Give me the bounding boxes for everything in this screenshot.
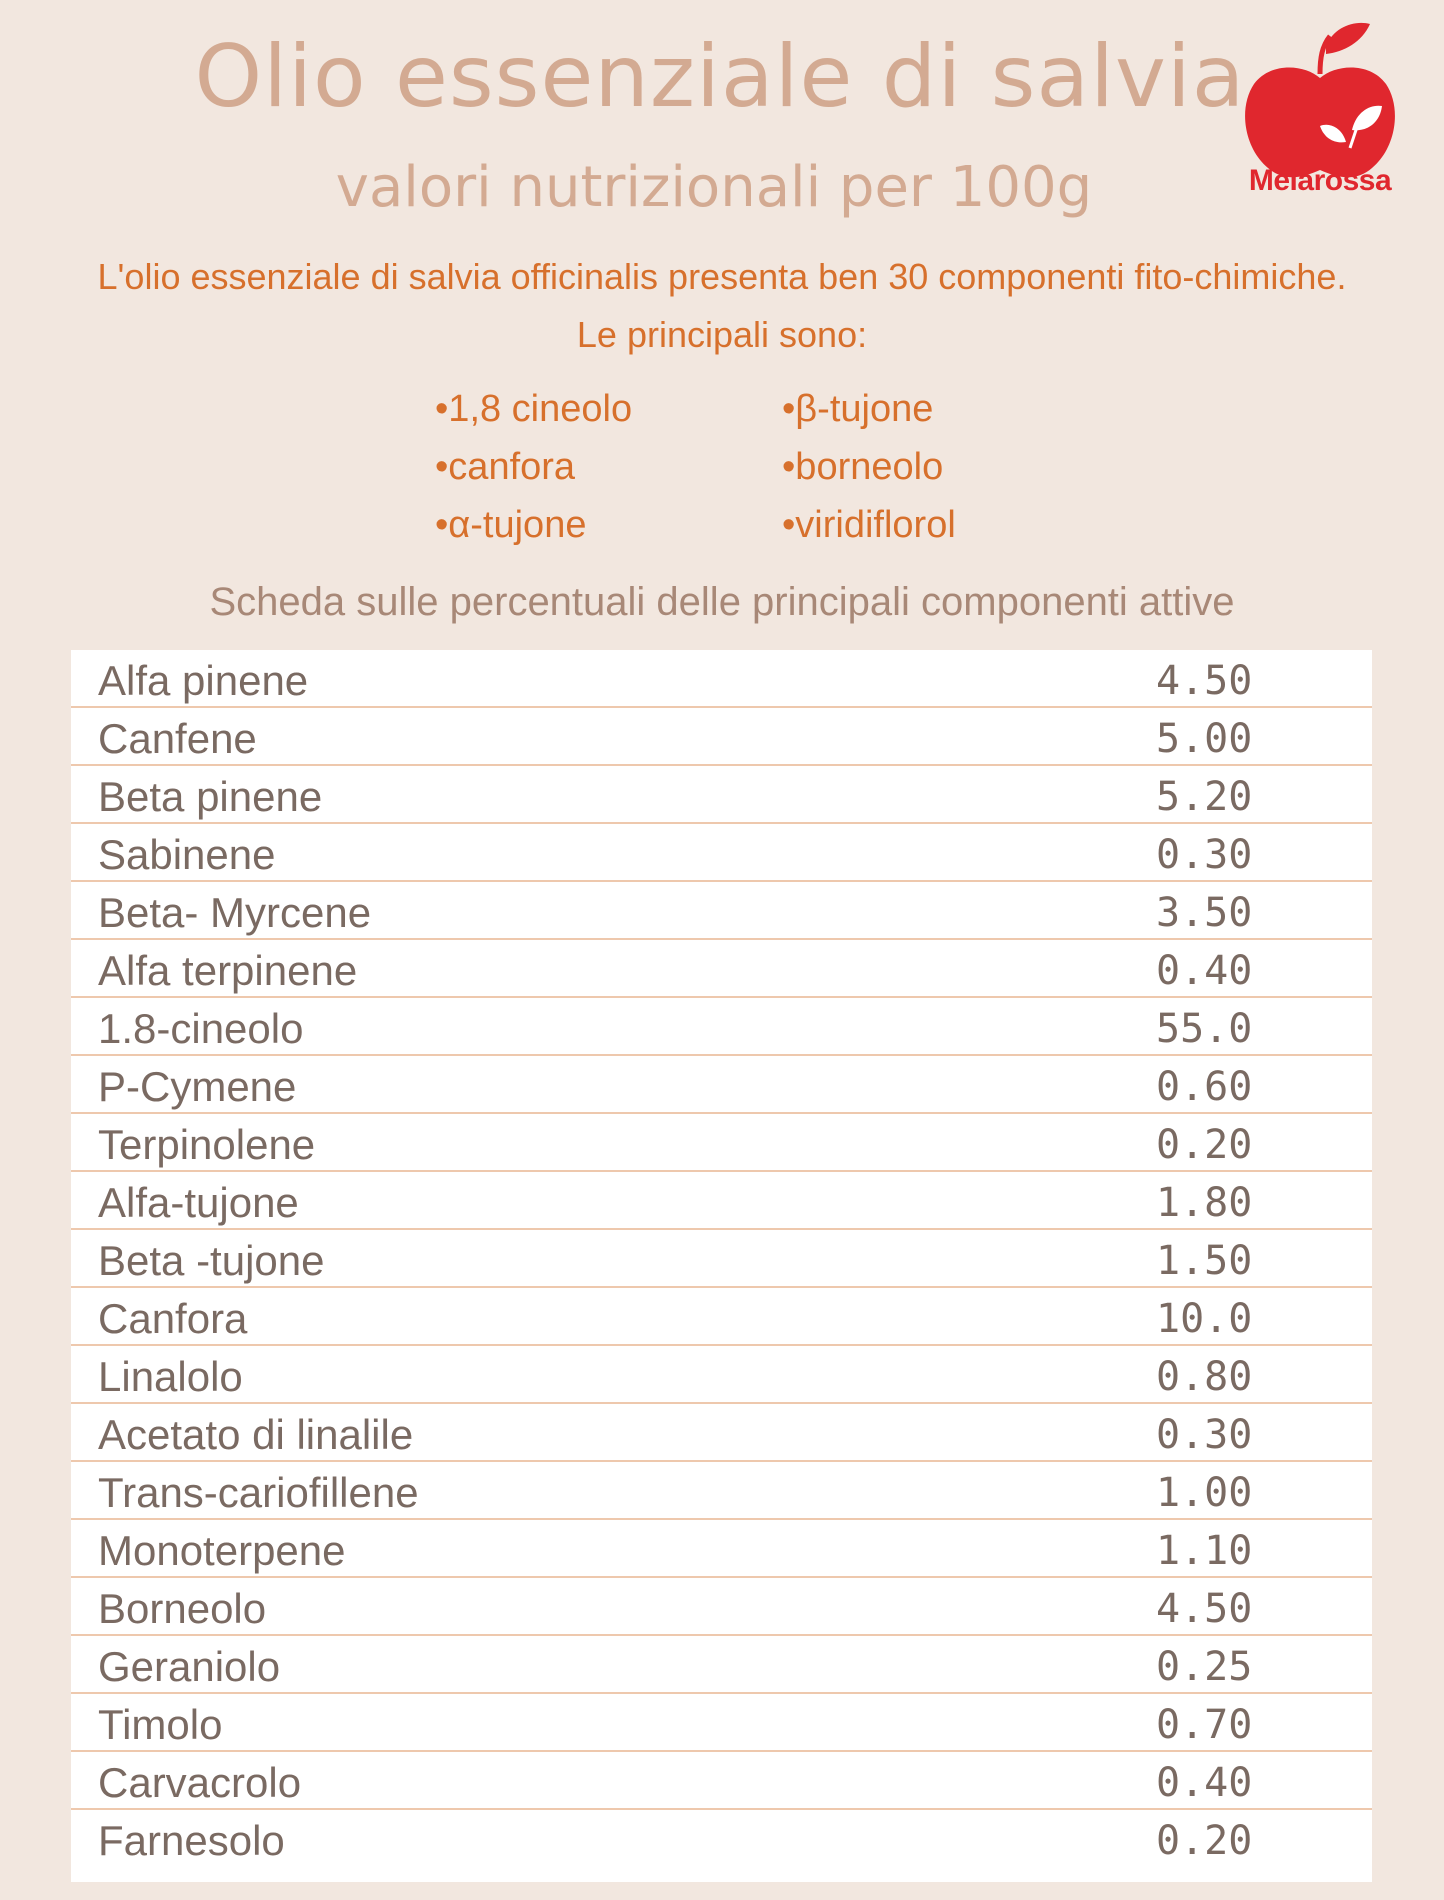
row-name: Canfene bbox=[98, 715, 257, 762]
row-value: 0.30 bbox=[1156, 832, 1253, 878]
table-row bbox=[71, 1230, 1372, 1288]
row-value: 0.40 bbox=[1156, 1760, 1253, 1806]
row-value: 55.0 bbox=[1156, 1006, 1253, 1052]
row-name: Monoterpene bbox=[98, 1527, 346, 1574]
row-name: Timolo bbox=[98, 1701, 223, 1748]
table-row bbox=[71, 824, 1372, 882]
row-value: 0.30 bbox=[1156, 1412, 1253, 1458]
row-name: Borneolo bbox=[98, 1585, 267, 1632]
list-item: •1,8 cineolo bbox=[435, 388, 633, 430]
intro-text bbox=[0, 248, 1444, 364]
intro-line-2: Le principali sono: bbox=[576, 314, 868, 355]
table-row bbox=[71, 940, 1372, 998]
row-value: 10.0 bbox=[1156, 1296, 1253, 1342]
brand-logo-text: Melarossa bbox=[1248, 164, 1392, 197]
table-row bbox=[71, 1346, 1372, 1404]
row-name: Acetato di linalile bbox=[98, 1411, 414, 1458]
row-value: 4.50 bbox=[1156, 658, 1253, 704]
table-row bbox=[71, 1056, 1372, 1114]
row-value: 0.70 bbox=[1156, 1702, 1253, 1748]
page-title: Olio essenziale di salvia bbox=[194, 27, 1246, 127]
components-list-left bbox=[435, 380, 632, 554]
table-row bbox=[71, 1172, 1372, 1230]
table-row bbox=[71, 882, 1372, 940]
list-item: •borneolo bbox=[782, 446, 944, 488]
row-value: 1.80 bbox=[1156, 1180, 1253, 1226]
table-row bbox=[71, 1288, 1372, 1346]
row-value: 3.50 bbox=[1156, 890, 1253, 936]
row-value: 0.25 bbox=[1156, 1644, 1253, 1690]
list-item: •α-tujone bbox=[435, 504, 587, 546]
list-item: •viridiflorol bbox=[782, 504, 956, 546]
row-name: 1.8-cineolo bbox=[98, 1005, 304, 1052]
page-subtitle: valori nutrizionali per 100g bbox=[335, 155, 1093, 220]
row-value: 1.00 bbox=[1156, 1470, 1253, 1516]
row-name: Linalolo bbox=[98, 1353, 243, 1400]
row-name: Alfa terpinene bbox=[98, 947, 358, 994]
row-name: Farnesolo bbox=[98, 1817, 285, 1864]
table-row bbox=[71, 1694, 1372, 1752]
table-caption: Scheda sulle percentuali delle principali componenti attive bbox=[209, 580, 1235, 624]
table-row bbox=[71, 1578, 1372, 1636]
row-value: 0.40 bbox=[1156, 948, 1253, 994]
components-table bbox=[71, 650, 1372, 1882]
row-name: Alfa-tujone bbox=[98, 1179, 299, 1226]
table-row bbox=[71, 1520, 1372, 1578]
table-row bbox=[71, 1462, 1372, 1520]
row-value: 5.00 bbox=[1156, 716, 1253, 762]
row-value: 0.60 bbox=[1156, 1064, 1253, 1110]
row-name: Alfa pinene bbox=[98, 657, 309, 704]
row-name: Carvacrolo bbox=[98, 1759, 302, 1806]
row-value: 4.50 bbox=[1156, 1586, 1253, 1632]
intro-line-1: L'olio essenziale di salvia officinalis presenta ben 30 componenti fito-chimiche. bbox=[97, 256, 1347, 297]
table-row bbox=[71, 708, 1372, 766]
list-item: •canfora bbox=[435, 446, 576, 488]
row-value: 0.80 bbox=[1156, 1354, 1253, 1400]
row-name: Geraniolo bbox=[98, 1643, 281, 1690]
row-name: Sabinene bbox=[98, 831, 276, 878]
row-name: Trans-cariofillene bbox=[98, 1469, 419, 1516]
row-name: Terpinolene bbox=[98, 1121, 316, 1168]
table-row bbox=[71, 766, 1372, 824]
list-item: •β-tujone bbox=[782, 388, 934, 430]
row-value: 0.20 bbox=[1156, 1122, 1253, 1168]
row-name: Beta -tujone bbox=[98, 1237, 325, 1284]
row-name: Canfora bbox=[98, 1295, 248, 1342]
table-row bbox=[71, 1810, 1372, 1866]
row-name: Beta- Myrcene bbox=[98, 889, 372, 936]
table-row bbox=[71, 650, 1372, 708]
table-row bbox=[71, 1752, 1372, 1810]
table-row bbox=[71, 998, 1372, 1056]
row-name: Beta pinene bbox=[98, 773, 323, 820]
row-name: P-Cymene bbox=[98, 1063, 297, 1110]
table-row bbox=[71, 1404, 1372, 1462]
row-value: 0.20 bbox=[1156, 1818, 1253, 1864]
row-value: 1.10 bbox=[1156, 1528, 1253, 1574]
row-value: 5.20 bbox=[1156, 774, 1253, 820]
table-row bbox=[71, 1636, 1372, 1694]
table-row bbox=[71, 1114, 1372, 1172]
row-value: 1.50 bbox=[1156, 1238, 1253, 1284]
components-list-right bbox=[782, 380, 956, 554]
